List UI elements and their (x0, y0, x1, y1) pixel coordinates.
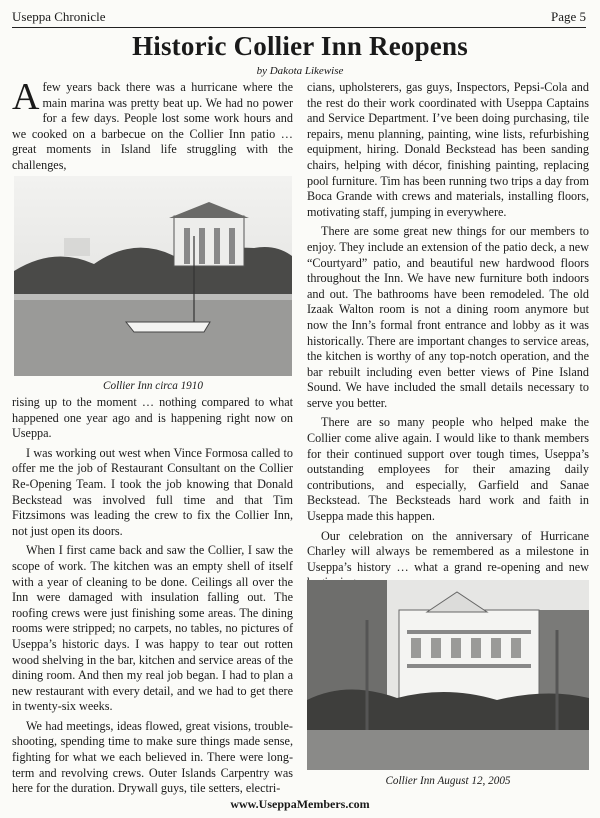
footer-url: www.UseppaMembers.com (230, 797, 370, 811)
page-number: Page 5 (550, 9, 586, 24)
paragraph: I was working out west when Vince Formosa called to offer me the job of Restaurant Consultant on the Collier Re-Opening Team. I took the job knowing that Donald Beckstead was involved full time and that Tim Fitzsimons was leading the crew to fix the Collier Inn, not just open its doors. (12, 445, 293, 538)
paragraph: There are some great new things for our members to enjoy. They include an extension of the patio deck, a new “Courtyard” patio, and beautiful new hardwood floors throughout the Inn. We have new furniture both indoors and out. The bathrooms have been remodeled. The old Izaak Walton room is not a dining room anymore but now the Inn’s formal front entrance and lobby as it was historically. There are important changes to service areas, the kitchen is worthy of any top-notch operation, and the bar rebuilt including even better views of Pine Island Sound. We have included the small details necessary to serve you better. (307, 224, 589, 410)
article-byline: by Dakota Likewise (256, 65, 344, 77)
paragraph: There are so many people who helped make the Collier come alive again. I would like to thank members for their continued support over tough times, Useppa’s outstanding employees for their amazing daily contributions, and especially, Garfield and Sanae Beckstead. The Becksteads hard work and faith in Useppa made this happen. (307, 415, 589, 524)
paragraph: rising up to the moment … nothing compared to what happened one year ago and is happening right now on Useppa. (12, 395, 293, 441)
photo-2005-caption: Collier Inn August 12, 2005 (385, 775, 511, 787)
photo-collier-inn-1910 (14, 176, 292, 376)
header-rule (12, 27, 586, 28)
paragraph: When I first came back and saw the Collier, I saw the scope of work. The kitchen was an empty shell of itself with a year of cleaning to be done. Ceilings all over the Inn were damaged with insulation falling out. The roofing crews were just finishing some areas. The dining rooms were stripped; no carpets, no tables, no pictures of Useppa’s historic days. I was happy to tear out rotten wood shelving in the bar, kitchen and service areas of the dining room. And then my real job began. I had to plan a new restaurant with every detail, and we had to get there in twenty-six weeks. (12, 543, 293, 714)
paragraph: We had meetings, ideas flowed, great visions, trouble-shooting, spending time to make sure things made sense, fighting for what we each believed in. There were long-term and revolving crews. Outer Islands Carpentry was here for the duration. Drywall guys, tile setters, electri- (12, 718, 293, 796)
photo-1910-caption: Collier Inn circa 1910 (103, 380, 203, 392)
left-column-intro (12, 76, 293, 172)
drop-cap: A (12, 76, 40, 118)
paragraph: Our celebration on the anniversary of Hurricane Charley will always be remembered as a milestone in Useppa’s history … what a grand re-opening and new (307, 528, 589, 574)
left-column-body (12, 395, 293, 796)
page-header (12, 9, 586, 27)
article-title: Historic Collier Inn Reopens (132, 31, 468, 61)
intro-paragraph: few years back there was a hurricane where the main marina was pretty beat up. We had no power for a few days. People lost some work hours and we cooked on a barbecue on the Collier Inn patio … great moments in Island life struggling with the challenges, (12, 80, 293, 172)
right-column-body (307, 80, 589, 576)
photo-collier-inn-2005 (307, 580, 589, 770)
paragraph: cians, upholsterers, gas guys, Inspectors, Pepsi-Cola and the rest do their work coordinated with Useppa Captains and Service Department. I’ve been doing purchasing, tile repairs, menu planning, painting, wine lists, refurbishing equipment, hiring. Donald Beckstead has been sanding chairs, helping with décor, finishing painting, replacing pool furniture. Tim has been running two trips a day from Boca Grande with crews and materials, installing floors, motivating staff, jumping in everywhere. (307, 80, 589, 219)
publication-name: Useppa Chronicle (12, 9, 106, 24)
